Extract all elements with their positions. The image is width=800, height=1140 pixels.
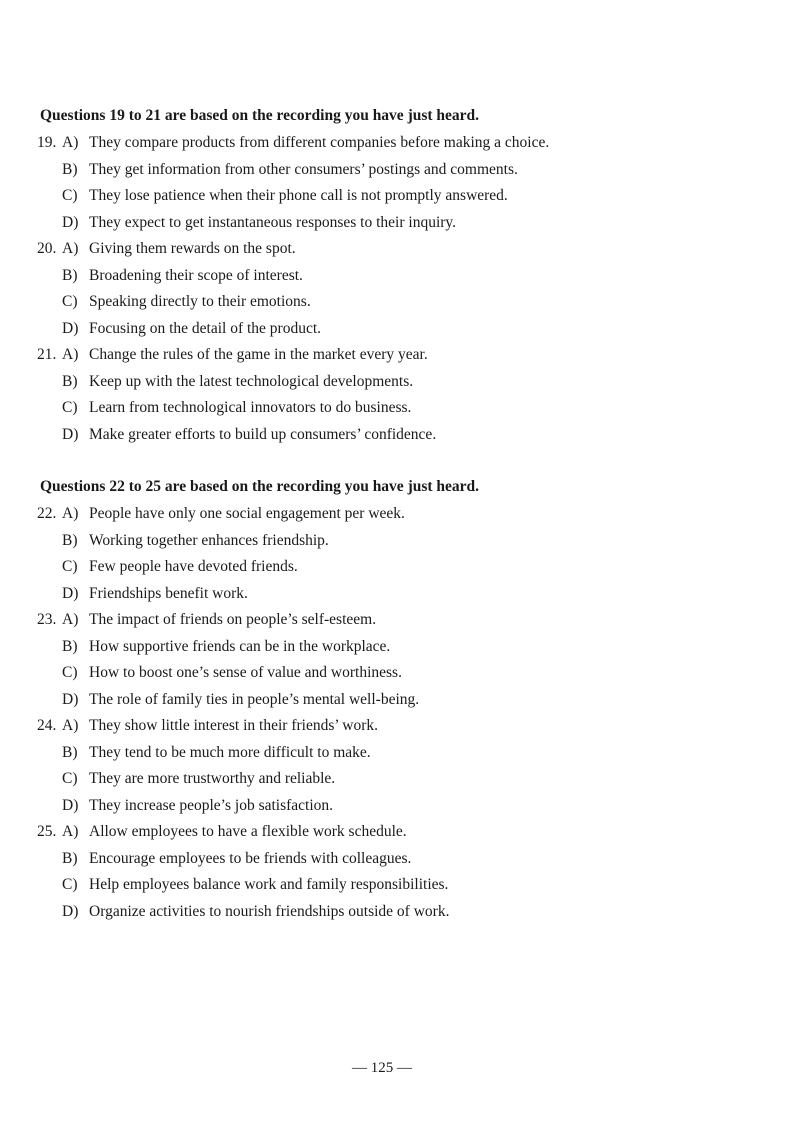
option-text: Few people have devoted friends. [89,558,298,575]
option-22-d [40,581,760,608]
option-letter: C) [62,187,78,204]
question-21 [37,342,760,448]
option-19-d [40,210,760,237]
option-20-a [37,236,760,263]
option-19-c [40,183,760,210]
option-letter: D) [62,425,79,443]
option-text: They increase people’s job satisfaction. [89,796,334,814]
option-text: Learn from technological innovators to do business. [89,399,412,416]
option-text: Make greater efforts to build up consumers’ confidence. [89,425,437,443]
option-letter: C) [62,664,78,681]
question-24 [37,713,760,819]
option-24-d [40,793,760,820]
option-text: People have only one social engagement per week. [89,505,405,522]
option-25-a [37,819,760,846]
option-letter: A) [62,240,79,257]
option-letter: A) [62,505,79,522]
option-text: Working together enhances friendship. [89,531,329,549]
option-letter: C) [62,876,78,893]
option-letter: D) [62,319,79,337]
option-text: They expect to get instantaneous responses to their inquiry. [89,213,457,231]
option-text: Encourage employees to be friends with colleagues. [89,849,412,867]
option-text: They compare products from different companies before making a choice. [89,134,550,151]
option-letter: D) [62,796,79,814]
option-letter: C) [62,293,78,310]
option-text: They tend to be much more difficult to make. [89,743,371,761]
option-letter: D) [62,584,79,602]
option-23-c [40,660,760,687]
option-21-b [40,369,760,396]
option-text: Giving them rewards on the spot. [89,240,296,257]
option-25-c [40,872,760,899]
option-letter: B) [62,531,78,549]
option-text: Friendships benefit work. [89,584,248,602]
option-text: They are more trustworthy and reliable. [89,770,336,787]
option-letter: B) [62,160,78,178]
option-letter: C) [62,770,78,787]
option-text: How to boost one’s sense of value and worthiness. [89,664,402,681]
question-20 [37,236,760,342]
question-number: 24. [37,717,57,734]
option-19-b [40,157,760,184]
question-22 [37,501,760,607]
question-number: 22. [37,505,57,522]
option-text: Keep up with the latest technological developments. [89,372,414,390]
option-letter: D) [62,690,79,708]
page-number: — 125 — [352,1060,412,1076]
option-24-b [40,740,760,767]
option-letter: B) [62,743,78,761]
option-24-a [37,713,760,740]
option-letter: C) [62,558,78,575]
option-20-c [40,289,760,316]
option-text: Allow employees to have a flexible work schedule. [89,823,407,840]
question-19 [37,130,760,236]
section-heading: Questions 19 to 21 are based on the recording you have just heard. [40,107,480,124]
option-21-c [40,395,760,422]
option-text: They lose patience when their phone call is not promptly answered. [89,187,508,204]
option-text: They show little interest in their friends’ work. [89,717,378,734]
option-21-a [37,342,760,369]
question-number: 23. [37,611,57,628]
option-letter: B) [62,372,78,390]
option-20-d [40,316,760,343]
option-text: How supportive friends can be in the workplace. [89,637,391,655]
option-letter: B) [62,849,78,867]
option-text: They get information from other consumers’ postings and comments. [89,160,518,178]
question-23 [37,607,760,713]
option-23-b [40,634,760,661]
option-22-b [40,528,760,555]
option-letter: A) [62,346,79,363]
option-letter: C) [62,399,78,416]
option-20-b [40,263,760,290]
option-24-c [40,766,760,793]
option-letter: A) [62,823,79,840]
option-text: Change the rules of the game in the market every year. [89,346,428,363]
question-number: 20. [37,240,57,257]
option-22-a [37,501,760,528]
option-text: Speaking directly to their emotions. [89,293,311,310]
option-23-a [37,607,760,634]
option-letter: A) [62,134,79,151]
option-19-a [37,130,760,157]
section-heading: Questions 22 to 25 are based on the recording you have just heard. [40,478,480,495]
option-21-d [40,422,760,449]
option-23-d [40,687,760,714]
question-section-22-25 [37,477,760,925]
option-text: Broadening their scope of interest. [89,266,303,284]
option-22-c [40,554,760,581]
question-section-19-21 [37,106,760,448]
option-letter: D) [62,213,79,231]
option-text: The role of family ties in people’s mental well-being. [89,690,420,708]
option-text: Focusing on the detail of the product. [89,319,322,337]
question-number: 21. [37,346,57,363]
option-letter: D) [62,902,79,920]
question-number: 19. [37,134,57,151]
question-25 [37,819,760,925]
option-letter: A) [62,611,79,628]
option-25-d [40,899,760,926]
option-text: Help employees balance work and family responsibilities. [89,876,449,893]
option-25-b [40,846,760,873]
option-letter: B) [62,266,78,284]
option-text: The impact of friends on people’s self-esteem. [89,611,377,628]
question-number: 25. [37,823,57,840]
option-letter: B) [62,637,78,655]
option-letter: A) [62,717,79,734]
option-text: Organize activities to nourish friendships outside of work. [89,902,450,920]
